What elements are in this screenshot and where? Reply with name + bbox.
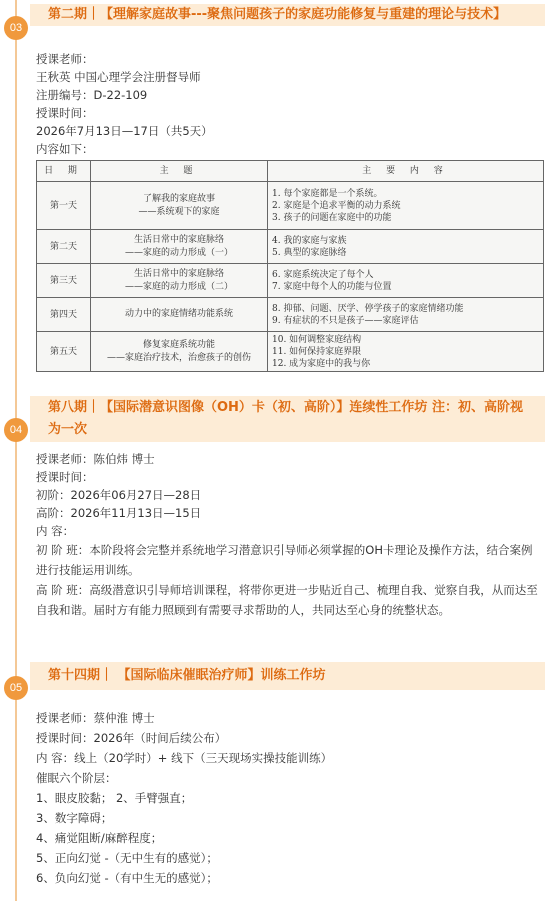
text-line: 初阶：2026年06月27日—28日: [36, 488, 202, 502]
text-line: 内 容：线上（20学时）+ 线下（三天现场实操技能训练）: [36, 751, 333, 765]
table-row: [37, 332, 544, 372]
column-header: 主 题: [91, 161, 268, 182]
text-line: 内容如下：: [36, 142, 94, 156]
topic-cell: 生活日常中的家庭脉络 ——家庭的动力形成（二）: [91, 264, 268, 298]
topic-cell: 修复家庭系统功能 ——家庭治疗技术，治愈孩子的创伤: [91, 332, 268, 372]
text-line: 注册编号：D-22-109: [36, 88, 148, 102]
table-row: [37, 298, 544, 332]
day-cell: 第三天: [37, 264, 91, 298]
section-title: 第十四期｜ 【国际临床催眠治疗师】训练工作坊: [30, 662, 545, 690]
content-cell: 4. 我的家庭与家族 5. 典型的家庭脉络: [268, 230, 544, 264]
text-line: 王秋英 中国心理学会注册督导师: [36, 70, 201, 84]
column-header: 日 期: [37, 161, 91, 182]
section-title: 第八期｜【国际潜意识图像（OH）卡（初、高阶）】连续性工作坊 注：初、高阶视为一次: [30, 396, 545, 442]
schedule-table: [36, 160, 544, 372]
section-body: [36, 708, 542, 888]
text-line: 授课时间：: [36, 106, 94, 120]
text-line: 4、痛觉阻断/麻醉程度；: [36, 831, 163, 845]
text-line: 6、负向幻觉 -（有中生无的感觉）；: [36, 871, 218, 885]
text-line: 2026年7月13日—17日（共5天）: [36, 124, 213, 138]
text-line: 催眠六个阶层：: [36, 771, 117, 785]
section-number-badge: 05: [4, 676, 28, 700]
column-header: 主 要 内 容: [268, 161, 544, 182]
text-line: 高阶：2026年11月13日—15日: [36, 506, 202, 520]
table-row: [37, 230, 544, 264]
table-row: [37, 264, 544, 298]
table-row: [37, 182, 544, 230]
day-cell: 第二天: [37, 230, 91, 264]
text-line: 授课老师：陈伯炜 博士: [36, 452, 155, 466]
topic-cell: 生活日常中的家庭脉络 ——家庭的动力形成（一）: [91, 230, 268, 264]
timeline-line: [15, 0, 17, 901]
text-line: 授课老师：: [36, 52, 94, 66]
text-line: 3、数字障碍；: [36, 811, 113, 825]
text-line: 授课时间：: [36, 470, 94, 484]
day-cell: 第五天: [37, 332, 91, 372]
paragraph: 初 阶 班：本阶段将会完整并系统地学习潜意识引导师必须掌握的OH卡理论及操作方法，结合案例进行技能运用训练。: [36, 543, 533, 577]
content-cell: 8. 抑郁、问题、厌学、停学孩子的家庭情绪功能 9. 有症状的不只是孩子——家庭评估: [268, 298, 544, 332]
content-cell: 6. 家庭系统决定了每个人 7. 家庭中每个人的功能与位置: [268, 264, 544, 298]
text-line: 1、眼皮胶黏； 2、手臂强直；: [36, 791, 193, 805]
section-body: [36, 50, 542, 372]
day-cell: 第一天: [37, 182, 91, 230]
topic-cell: 动力中的家庭情绪功能系统: [91, 298, 268, 332]
section-title: 第二期｜【理解家庭故事---聚焦问题孩子的家庭功能修复与重建的理论与技术】: [30, 4, 545, 26]
table-header-row: [37, 161, 544, 182]
paragraph: 高 阶 班：高级潜意识引导师培训课程，将带你更进一步贴近自己、梳理自我、觉察自我，从而达至自我和谐。届时方有能力照顾到有需要寻求帮助的人，共同达至心身的统整状态。: [36, 583, 538, 617]
section-body: [36, 450, 542, 620]
text-line: 授课时间：2026年（时间后续公布）: [36, 731, 227, 745]
content-cell: 1. 每个家庭都是一个系统。 2. 家庭是个追求平衡的动力系统 3. 孩子的问题在家庭中的功能: [268, 182, 544, 230]
day-cell: 第四天: [37, 298, 91, 332]
text-line: 5、正向幻觉 -（无中生有的感觉）；: [36, 851, 218, 865]
section-number-badge: 03: [4, 16, 28, 40]
section-number-badge: 04: [4, 418, 28, 442]
text-line: 内 容：: [36, 524, 75, 538]
topic-cell: 了解我的家庭故事 ——系统观下的家庭: [91, 182, 268, 230]
text-line: 授课老师：蔡仲淮 博士: [36, 711, 155, 725]
content-cell: 10. 如何调整家庭结构 11. 如何保持家庭界限 12. 成为家庭中的我与你: [268, 332, 544, 372]
